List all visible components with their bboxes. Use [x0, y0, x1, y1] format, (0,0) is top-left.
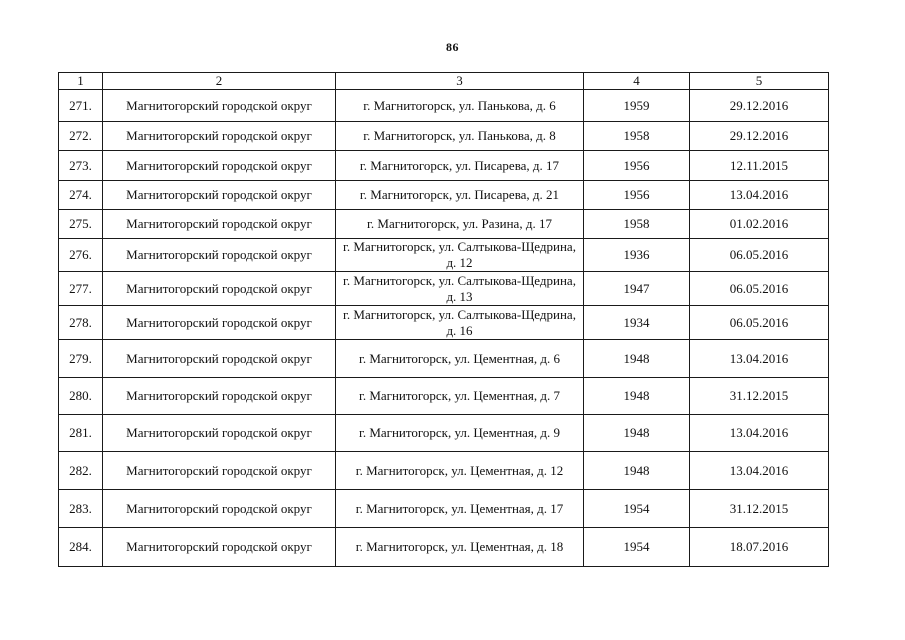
row-number: 283. — [59, 490, 103, 528]
address-cell: г. Магнитогорск, ул. Цементная, д. 9 — [336, 415, 584, 452]
row-number: 273. — [59, 151, 103, 181]
row-number: 276. — [59, 239, 103, 272]
district-cell: Магнитогорский городской округ — [103, 528, 336, 567]
table-row — [59, 306, 829, 340]
table-row — [59, 90, 829, 122]
year-cell: 1954 — [584, 490, 690, 528]
table-header-row — [59, 73, 829, 90]
table-row — [59, 415, 829, 452]
table-row — [59, 122, 829, 151]
column-header: 2 — [103, 73, 336, 90]
table-row — [59, 272, 829, 306]
year-cell: 1948 — [584, 378, 690, 415]
row-number: 281. — [59, 415, 103, 452]
table-row — [59, 239, 829, 272]
date-cell: 13.04.2016 — [690, 415, 829, 452]
year-cell: 1948 — [584, 452, 690, 490]
address-cell: г. Магнитогорск, ул. Писарева, д. 17 — [336, 151, 584, 181]
table-row — [59, 452, 829, 490]
address-cell: г. Магнитогорск, ул. Салтыкова-Щедрина, д. 16 — [336, 306, 584, 340]
column-header: 1 — [59, 73, 103, 90]
address-cell: г. Магнитогорск, ул. Панькова, д. 8 — [336, 122, 584, 151]
table-body — [59, 90, 829, 567]
address-cell: г. Магнитогорск, ул. Цементная, д. 6 — [336, 340, 584, 378]
district-cell: Магнитогорский городской округ — [103, 210, 336, 239]
district-cell: Магнитогорский городской округ — [103, 490, 336, 528]
district-cell: Магнитогорский городской округ — [103, 340, 336, 378]
table-row — [59, 210, 829, 239]
row-number: 272. — [59, 122, 103, 151]
row-number: 282. — [59, 452, 103, 490]
date-cell: 06.05.2016 — [690, 239, 829, 272]
table-row — [59, 490, 829, 528]
year-cell: 1956 — [584, 181, 690, 210]
date-cell: 29.12.2016 — [690, 90, 829, 122]
column-header: 4 — [584, 73, 690, 90]
address-cell: г. Магнитогорск, ул. Цементная, д. 17 — [336, 490, 584, 528]
address-cell: г. Магнитогорск, ул. Цементная, д. 12 — [336, 452, 584, 490]
row-number: 279. — [59, 340, 103, 378]
date-cell: 06.05.2016 — [690, 272, 829, 306]
address-cell: г. Магнитогорск, ул. Цементная, д. 18 — [336, 528, 584, 567]
address-cell: г. Магнитогорск, ул. Салтыкова-Щедрина, д. 13 — [336, 272, 584, 306]
row-number: 275. — [59, 210, 103, 239]
year-cell: 1956 — [584, 151, 690, 181]
row-number: 278. — [59, 306, 103, 340]
district-cell: Магнитогорский городской округ — [103, 151, 336, 181]
year-cell: 1954 — [584, 528, 690, 567]
table-row — [59, 181, 829, 210]
year-cell: 1948 — [584, 340, 690, 378]
row-number: 274. — [59, 181, 103, 210]
date-cell: 29.12.2016 — [690, 122, 829, 151]
row-number: 271. — [59, 90, 103, 122]
date-cell: 31.12.2015 — [690, 378, 829, 415]
district-cell: Магнитогорский городской округ — [103, 452, 336, 490]
table-row — [59, 528, 829, 567]
district-cell: Магнитогорский городской округ — [103, 239, 336, 272]
row-number: 277. — [59, 272, 103, 306]
district-cell: Магнитогорский городской округ — [103, 415, 336, 452]
district-cell: Магнитогорский городской округ — [103, 90, 336, 122]
table-row — [59, 378, 829, 415]
year-cell: 1934 — [584, 306, 690, 340]
row-number: 284. — [59, 528, 103, 567]
page-number: 86 — [446, 40, 459, 54]
date-cell: 06.05.2016 — [690, 306, 829, 340]
date-cell: 13.04.2016 — [690, 452, 829, 490]
table-row — [59, 340, 829, 378]
address-cell: г. Магнитогорск, ул. Панькова, д. 6 — [336, 90, 584, 122]
date-cell: 13.04.2016 — [690, 340, 829, 378]
address-cell: г. Магнитогорск, ул. Писарева, д. 21 — [336, 181, 584, 210]
date-cell: 12.11.2015 — [690, 151, 829, 181]
address-cell: г. Магнитогорск, ул. Разина, д. 17 — [336, 210, 584, 239]
address-cell: г. Магнитогорск, ул. Салтыкова-Щедрина, д. 12 — [336, 239, 584, 272]
date-cell: 01.02.2016 — [690, 210, 829, 239]
district-cell: Магнитогорский городской округ — [103, 378, 336, 415]
year-cell: 1958 — [584, 122, 690, 151]
district-cell: Магнитогорский городской округ — [103, 306, 336, 340]
column-header: 3 — [336, 73, 584, 90]
district-cell: Магнитогорский городской округ — [103, 181, 336, 210]
year-cell: 1959 — [584, 90, 690, 122]
date-cell: 18.07.2016 — [690, 528, 829, 567]
district-cell: Магнитогорский городской округ — [103, 272, 336, 306]
year-cell: 1947 — [584, 272, 690, 306]
table-row — [59, 151, 829, 181]
column-header: 5 — [690, 73, 829, 90]
year-cell: 1948 — [584, 415, 690, 452]
row-number: 280. — [59, 378, 103, 415]
year-cell: 1936 — [584, 239, 690, 272]
district-cell: Магнитогорский городской округ — [103, 122, 336, 151]
address-cell: г. Магнитогорск, ул. Цементная, д. 7 — [336, 378, 584, 415]
date-cell: 13.04.2016 — [690, 181, 829, 210]
date-cell: 31.12.2015 — [690, 490, 829, 528]
buildings-table — [58, 72, 829, 567]
year-cell: 1958 — [584, 210, 690, 239]
